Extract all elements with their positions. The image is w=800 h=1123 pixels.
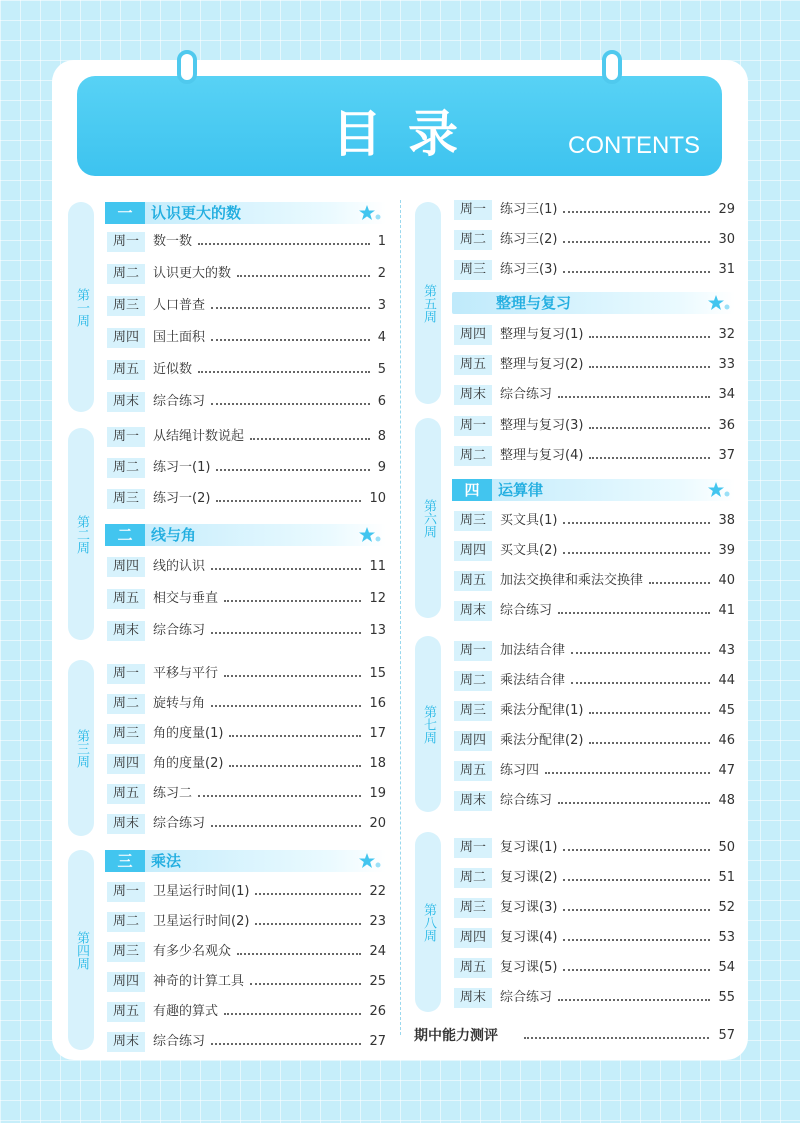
page-number: 40 [718,573,735,588]
leader-dots [589,366,710,368]
unit-header[interactable] [105,202,386,224]
leader-dots [237,953,361,955]
entry-title: 平移与平行 [153,666,219,681]
star-icon [358,852,382,870]
day-tag: 周三 [454,511,492,531]
page-number: 25 [369,974,386,989]
leader-dots [211,403,370,405]
page-number: 55 [718,990,735,1005]
day-tag: 周五 [107,360,145,380]
toc-entry[interactable] [454,229,735,251]
day-tag: 周三 [454,260,492,280]
leader-dots [237,275,370,277]
day-tag: 周一 [107,882,145,902]
page-number: 53 [718,930,735,945]
star-icon [707,481,731,499]
day-tag: 周末 [107,1032,145,1052]
toc-entry[interactable] [107,971,386,993]
entry-title: 从结绳计数说起 [153,429,245,444]
leader-dots [198,795,361,797]
toc-entry[interactable] [107,556,386,578]
day-tag: 周一 [454,838,492,858]
unit-header[interactable] [105,850,386,872]
leader-dots [255,923,361,925]
leader-dots [571,682,710,684]
day-tag: 周五 [107,1002,145,1022]
toc-entry[interactable] [107,941,386,963]
unit-number: 四 [452,479,492,501]
entry-title: 综合练习 [500,387,553,402]
entry-title: 乘法分配律(1) [500,703,584,718]
page-number: 33 [718,357,735,372]
day-tag: 周一 [107,232,145,252]
entry-title: 国土面积 [153,330,206,345]
toc-entry[interactable] [454,837,735,859]
entry-title: 卫星运行时间(1) [153,884,250,899]
toc-entry[interactable] [454,324,735,346]
leader-dots [255,893,361,895]
unit-title: 整理与复习 [496,294,572,312]
toc-entry[interactable] [107,359,386,381]
unit-number: 三 [105,850,145,872]
entry-title: 综合练习 [500,990,553,1005]
week-tab [415,202,441,404]
page-number: 52 [718,900,735,915]
leader-dots [229,765,361,767]
entry-title: 角的度量(2) [153,756,224,771]
toc-entry[interactable] [107,813,386,835]
page-number: 26 [369,1004,386,1019]
leader-dots [589,457,710,459]
day-tag: 周四 [107,328,145,348]
day-tag: 周二 [107,458,145,478]
day-tag: 周三 [107,489,145,509]
entry-title: 数一数 [153,234,193,249]
page-number: 8 [377,429,386,444]
week-label: 第一周 [74,287,89,327]
leader-dots [250,438,370,440]
page-number: 51 [718,870,735,885]
entry-title: 神奇的计算工具 [153,974,245,989]
entry-title: 人口普查 [153,298,206,313]
toc-entry[interactable] [454,259,735,281]
toc-entry[interactable] [454,957,735,979]
page-number: 20 [369,816,386,831]
entry-title: 综合练习 [500,603,553,618]
leader-dots [563,849,710,851]
day-tag: 周五 [454,761,492,781]
day-tag: 周四 [454,731,492,751]
day-tag: 周末 [454,988,492,1008]
day-tag: 周末 [454,601,492,621]
leader-dots [563,969,710,971]
unit-title: 线与角 [151,526,197,544]
toc-entry[interactable] [107,426,386,448]
day-tag: 周二 [107,264,145,284]
toc-entry[interactable] [107,753,386,775]
entry-title: 旋转与角 [153,696,206,711]
toc-entry[interactable] [107,1001,386,1023]
toc-entry[interactable] [107,911,386,933]
page-number: 41 [718,603,735,618]
header-banner [77,76,722,176]
page-number: 38 [718,513,735,528]
day-tag: 周一 [454,200,492,220]
toc-entry[interactable] [454,640,735,662]
day-tag: 周二 [454,868,492,888]
unit-title: 运算律 [498,481,544,499]
page-number: 43 [718,643,735,658]
leader-dots [558,802,710,804]
entry-title: 练习二 [153,786,193,801]
day-tag: 周四 [107,557,145,577]
page-number: 12 [369,591,386,606]
toc-entry[interactable] [454,760,735,782]
toc-entry[interactable] [454,730,735,752]
page-number: 18 [369,756,386,771]
unit-header[interactable] [105,524,386,546]
entry-title: 综合练习 [153,623,206,638]
page-number: 15 [369,666,386,681]
leader-dots [216,500,361,502]
page-number: 11 [369,559,386,574]
page-number: 24 [369,944,386,959]
entry-title: 复习课(4) [500,930,558,945]
page-number: 30 [718,232,735,247]
toc-entry[interactable] [454,354,735,376]
day-tag: 周三 [454,898,492,918]
entry-title: 整理与复习(2) [500,357,584,372]
leader-dots [211,632,361,634]
toc-entry[interactable] [107,783,386,805]
leader-dots [211,339,370,341]
page-number: 19 [369,786,386,801]
entry-title: 乘法结合律 [500,673,566,688]
page-number: 54 [718,960,735,975]
entry-title: 线的认识 [153,559,206,574]
toc-entry[interactable] [454,670,735,692]
week-tab [68,850,94,1050]
entry-title: 综合练习 [500,793,553,808]
toc-entry[interactable] [107,881,386,903]
midterm-page: 57 [718,1028,735,1043]
page-number: 1 [377,234,386,249]
toc-entry[interactable] [107,263,386,285]
day-tag: 周五 [454,355,492,375]
day-tag: 周四 [454,541,492,561]
binder-ring-right [602,50,622,84]
page-number: 48 [718,793,735,808]
day-tag: 周末 [454,385,492,405]
entry-title: 买文具(1) [500,513,558,528]
page-number: 16 [369,696,386,711]
leader-dots [563,211,710,213]
day-tag: 周五 [107,784,145,804]
week-tab [415,832,441,1012]
entry-title: 乘法分配律(2) [500,733,584,748]
leader-dots [229,735,361,737]
entry-title: 有趣的算式 [153,1004,219,1019]
leader-dots [589,427,710,429]
toc-entry[interactable] [454,384,735,406]
leader-dots [563,271,710,273]
entry-title: 买文具(2) [500,543,558,558]
page-subtitle: CONTENTS [568,132,700,159]
leader-dots [563,909,710,911]
leader-dots [558,999,710,1001]
page-number: 3 [377,298,386,313]
page-number: 45 [718,703,735,718]
unit-title: 乘法 [151,852,182,870]
leader-dots [563,879,710,881]
toc-entry[interactable] [107,1031,386,1053]
page-number: 9 [377,460,386,475]
week-label: 第四周 [74,930,89,970]
day-tag: 周末 [107,621,145,641]
day-tag: 周二 [107,912,145,932]
leader-dots [211,705,361,707]
toc-entry[interactable] [107,620,386,642]
entry-title: 角的度量(1) [153,726,224,741]
page-number: 46 [718,733,735,748]
day-tag: 周一 [107,427,145,447]
week-label: 第二周 [74,514,89,554]
toc-entry[interactable] [454,570,735,592]
entry-title: 近似数 [153,362,193,377]
entry-title: 练习四 [500,763,540,778]
day-tag: 周三 [107,942,145,962]
entry-title: 复习课(3) [500,900,558,915]
week-tab [415,636,441,812]
toc-entry[interactable] [454,445,735,467]
leader-dots [563,939,710,941]
toc-entry[interactable] [107,295,386,317]
day-tag: 周四 [454,928,492,948]
page-number: 29 [718,202,735,217]
page-number: 17 [369,726,386,741]
toc-entry[interactable] [454,867,735,889]
leader-dots [589,712,710,714]
page-number: 5 [377,362,386,377]
leader-dots [545,772,710,774]
binder-ring-left [177,50,197,84]
day-tag: 周二 [454,230,492,250]
entry-title: 综合练习 [153,816,206,831]
entry-title: 复习课(2) [500,870,558,885]
entry-title: 综合练习 [153,394,206,409]
day-tag: 周三 [454,701,492,721]
entry-title: 整理与复习(3) [500,418,584,433]
day-tag: 周四 [107,754,145,774]
leader-dots [563,552,710,554]
day-tag: 周二 [107,694,145,714]
leader-dots [524,1037,709,1039]
entry-title: 整理与复习(1) [500,327,584,342]
toc-entry[interactable] [454,415,735,437]
day-tag: 周二 [454,671,492,691]
page-number: 10 [369,491,386,506]
toc-entry[interactable] [454,600,735,622]
day-tag: 周末 [454,791,492,811]
leader-dots [211,307,370,309]
leader-dots [589,742,710,744]
entry-title: 加法交换律和乘法交换律 [500,573,644,588]
entry-title: 复习课(1) [500,840,558,855]
leader-dots [563,241,710,243]
week-label: 第五周 [421,283,436,323]
leader-dots [211,1043,361,1045]
day-tag: 周末 [107,392,145,412]
toc-entry[interactable] [454,540,735,562]
entry-title: 练习一(1) [153,460,211,475]
leader-dots [224,600,361,602]
toc-entry[interactable] [454,927,735,949]
page-title: 目录 [332,105,484,163]
page-number: 39 [718,543,735,558]
day-tag: 周一 [107,664,145,684]
toc-entry[interactable] [107,723,386,745]
leader-dots [649,582,710,584]
toc-entry[interactable] [454,790,735,812]
page-number: 23 [369,914,386,929]
star-icon [358,526,382,544]
day-tag: 周四 [107,972,145,992]
page-number: 34 [718,387,735,402]
entry-title: 练习三(2) [500,232,558,247]
leader-dots [250,983,361,985]
leader-dots [558,612,710,614]
toc-entry[interactable] [107,663,386,685]
page-number: 32 [718,327,735,342]
toc-entry[interactable] [107,488,386,510]
page-number: 22 [369,884,386,899]
week-label: 第六周 [421,498,436,538]
midterm-entry[interactable] [414,1024,735,1048]
day-tag: 周五 [107,589,145,609]
entry-title: 复习课(5) [500,960,558,975]
toc-entry[interactable] [107,327,386,349]
entry-title: 有多少名观众 [153,944,232,959]
star-icon [358,204,382,222]
midterm-title: 期中能力测评 [414,1028,498,1044]
leader-dots [224,675,361,677]
leader-dots [224,1013,361,1015]
day-tag: 周一 [454,416,492,436]
page-number: 44 [718,673,735,688]
day-tag: 周末 [107,814,145,834]
unit-number: 二 [105,524,145,546]
toc-entry[interactable] [107,693,386,715]
week-tab [68,202,94,412]
unit-number: 一 [105,202,145,224]
page-number: 27 [369,1034,386,1049]
unit-title: 认识更大的数 [151,204,242,222]
leader-dots [558,396,710,398]
day-tag: 周二 [454,446,492,466]
page-number: 50 [718,840,735,855]
day-tag: 周五 [454,958,492,978]
toc-entry[interactable] [454,987,735,1009]
week-label: 第三周 [74,728,89,768]
page-number: 37 [718,448,735,463]
toc-entry[interactable] [454,700,735,722]
week-tab [68,660,94,836]
page-number: 36 [718,418,735,433]
page-number: 13 [369,623,386,638]
week-label: 第八周 [421,902,436,942]
toc-entry[interactable] [454,199,735,221]
week-label: 第七周 [421,704,436,744]
unit-header[interactable] [452,479,735,501]
toc-entry[interactable] [107,457,386,479]
page-number: 2 [377,266,386,281]
day-tag: 周三 [107,296,145,316]
toc-entry[interactable] [107,588,386,610]
entry-title: 加法结合律 [500,643,566,658]
entry-title: 整理与复习(4) [500,448,584,463]
day-tag: 周五 [454,571,492,591]
toc-entry[interactable] [454,897,735,919]
toc-entry[interactable] [454,510,735,532]
toc-entry[interactable] [107,231,386,253]
star-icon [707,294,731,312]
leader-dots [216,469,370,471]
day-tag: 周一 [454,641,492,661]
entry-title: 练习三(3) [500,262,558,277]
entry-title: 练习一(2) [153,491,211,506]
day-tag: 周三 [107,724,145,744]
leader-dots [198,243,370,245]
unit-header[interactable] [452,292,735,314]
leader-dots [571,652,710,654]
entry-title: 卫星运行时间(2) [153,914,250,929]
page-number: 47 [718,763,735,778]
toc-card [52,60,748,1060]
entry-title: 练习三(1) [500,202,558,217]
toc-entry[interactable] [107,391,386,413]
column-divider [400,200,401,1035]
leader-dots [563,522,710,524]
page-number: 6 [377,394,386,409]
leader-dots [211,568,361,570]
leader-dots [589,336,710,338]
entry-title: 相交与垂直 [153,591,219,606]
day-tag: 周四 [454,325,492,345]
page-number: 4 [377,330,386,345]
week-tab [68,428,94,640]
leader-dots [198,371,370,373]
page-number: 31 [718,262,735,277]
entry-title: 认识更大的数 [153,266,232,281]
entry-title: 综合练习 [153,1034,206,1049]
leader-dots [211,825,361,827]
week-tab [415,418,441,618]
